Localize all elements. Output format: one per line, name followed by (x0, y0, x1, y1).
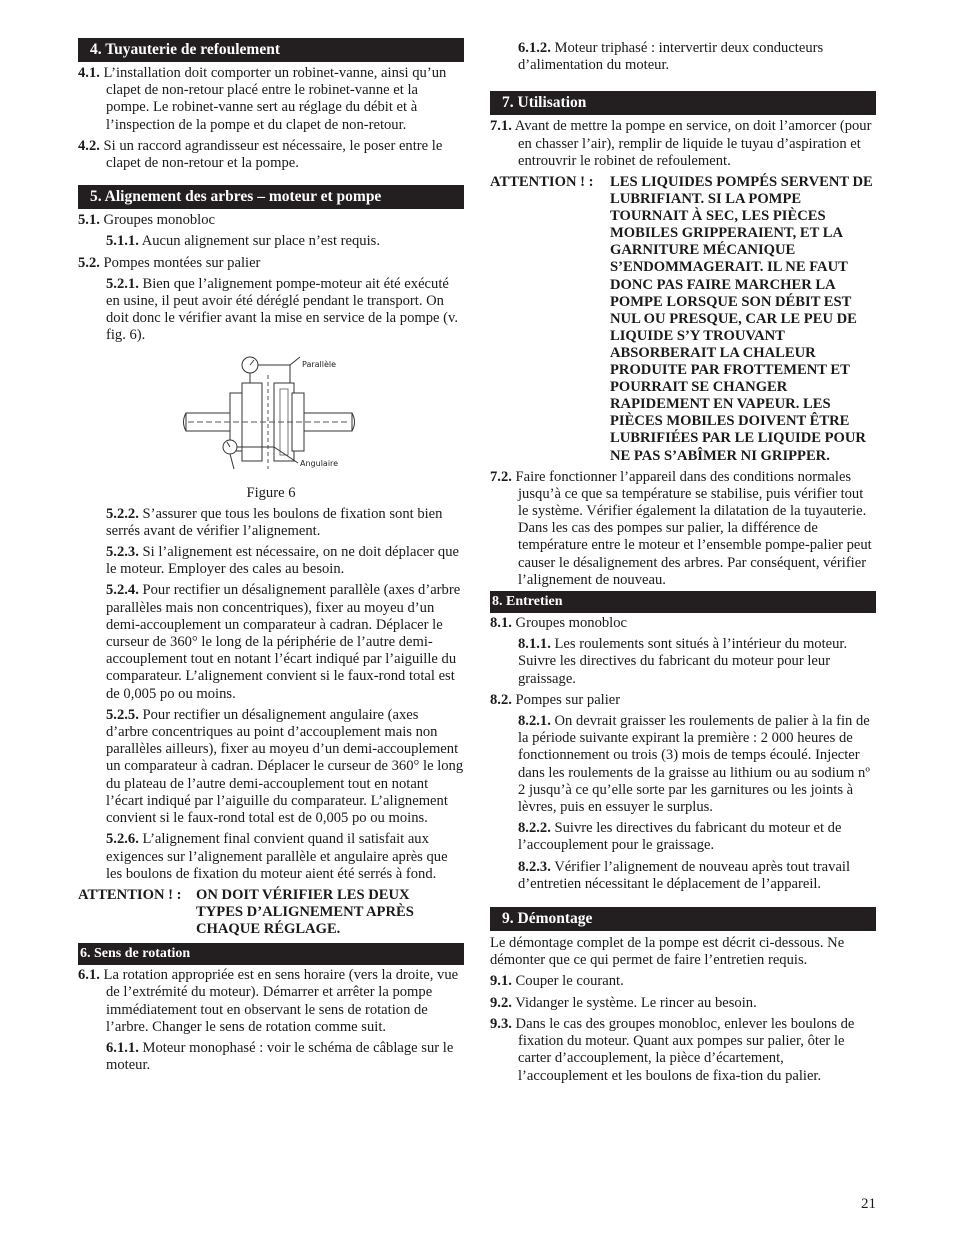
para-text: Bien que l’alignement pompe-moteur ait été exécuté en usine, il peut avoir été déréglé pendant le transport. On doit donc le vérifier avant la mise en service de la pompe (v. fig. 6). (106, 275, 459, 344)
para-4-1 (78, 65, 464, 134)
para-number: 8.1.1. (518, 636, 551, 653)
section-4-header: 4. Tuyauterie de refoulement (78, 38, 464, 62)
para-5-2-1 (78, 276, 464, 345)
para-6-1 (78, 967, 464, 1036)
para-number: 8.2. (490, 691, 512, 708)
para-number: 5.2. (78, 254, 100, 271)
para-text: Groupes monobloc (103, 212, 216, 229)
para-number: 5.2.2. (106, 505, 139, 522)
para-text: Vidanger le système. Le rincer au besoin. (515, 994, 757, 1011)
para-5-2-3 (78, 544, 464, 578)
para-number: 6.1. (78, 967, 100, 984)
para-number: 9.1. (490, 973, 512, 990)
para-number: 5.2.6. (106, 831, 139, 848)
para-text: Avant de mettre la pompe en service, on doit l’amorcer (pour en chasser l’air), remplir de liquide le tuyau d’aspiration et entrouvrir le robinet de refoulement. (514, 118, 872, 169)
para-number: 5.1.1. (106, 233, 139, 250)
fig-label-angular: Angulaire (300, 458, 339, 468)
para-number: 8.1. (490, 615, 512, 632)
page-number: 21 (861, 1196, 876, 1212)
para-text: Vérifier l’alignement de nouveau après tout travail d’entretien nécessitant le déplacement de l’appareil. (518, 858, 851, 892)
para-text: L’alignement final convient quand il satisfait aux exigences sur l’alignement parallèle et angulaire après que les boulons de fixation du moteur aient été serrés à fond. (106, 831, 448, 882)
para-5-2-5 (78, 707, 464, 827)
para-8-2 (490, 692, 876, 709)
para-number: 6.1.2. (518, 40, 551, 56)
para-6-1-1 (78, 1040, 464, 1074)
attention-label: ATTENTION ! : (490, 174, 594, 191)
para-number: 8.2.3. (518, 858, 551, 875)
para-text: Pour rectifier un désalignement angulaire (axes d’arbre concentriques au point d’accouplement mais non parallèles ailleurs), fixer au moyeu d’un demi-accouplement un comparateur à cadran. Déplacer le curseur de 360° le long du plateau de l’autre demi-accouplement tout en notant l’écart indiqué par l’aiguille du comparateur. L’alignement convient si le faux-rond total est de 0,005 po ou moins. (106, 706, 464, 827)
para-text: Aucun alignement sur place n’est requis. (141, 233, 380, 250)
attention-text: ON DOIT VÉRIFIER LES DEUX TYPES D’ALIGNEMENT APRÈS CHAQUE RÉGLAGE. (196, 886, 414, 938)
para-number: 8.2.1. (518, 713, 551, 730)
para-text: Pour rectifier un désalignement parallèle (axes d’arbre parallèles mais non concentriques), fixer au moyeu d’un demi-accouplement un comparateur à cadran. Déplacer le curseur de 360° le long de la périphérie de l’autre demi-accouplement tout en notant l’écart indiqué par l’aiguille du comparateur. L’alignement convient si le faux-rond total est de 0,005 po ou moins. (106, 582, 461, 702)
fig-label-parallel: Parallèle (302, 359, 337, 369)
para-9-2 (490, 995, 876, 1012)
para-text: La rotation appropriée est en sens horaire (vers la droite, vue de l’extrémité du moteur). Démarrer et arrêter la pompe immédiatement tout en observant le sens de rotation de l’arbre. Changer le sens de rotation comme suit. (103, 967, 459, 1035)
section-9-header: 9. Démontage (490, 907, 876, 931)
section-5-header: 5. Alignement des arbres – moteur et pompe (78, 185, 464, 209)
para-text: Les roulements sont situés à l’intérieur du moteur. Suivre les directives du fabricant du moteur pour leur graissage. (518, 636, 848, 687)
para-9-intro: Le démontage complet de la pompe est décrit ci-dessous. Ne démonter que ce qui permet de faire l’entretien requis. (490, 935, 845, 969)
para-number: 8.2.2. (518, 820, 551, 837)
para-4-2 (78, 138, 464, 172)
para-7-2 (490, 469, 876, 589)
para-number: 7.1. (490, 118, 512, 135)
para-9-1 (490, 973, 876, 990)
para-5-2-4 (78, 582, 464, 702)
para-text: On devrait graisser les roulements de palier à la fin de la période suivante expirant la première : 2 000 heures de fonctionnement ou trois (3) mois de temps écoulé. Injecter dans les roulements de la graisse au lithium ou au sodium nº 2 jusqu’à ce qu’elle sorte par les garnitures ou les joints à lèvres, puis en essuyer le surplus. (518, 713, 870, 816)
para-text: Groupes monobloc (515, 615, 628, 632)
para-number: 6.1.1. (106, 1040, 139, 1056)
para-8-2-2 (490, 820, 876, 854)
left-column (78, 38, 464, 1074)
para-7-1 (490, 118, 876, 170)
figure-caption: Figure 6 (246, 484, 296, 501)
attention-alignment (78, 887, 464, 938)
attention-lubrication (490, 174, 876, 465)
section-8-header: 8. Entretien (490, 591, 876, 613)
para-text: Couper le courant. (515, 973, 624, 990)
para-number: 7.2. (490, 468, 512, 485)
para-text: Pompes montées sur palier (103, 254, 261, 271)
para-9-3 (490, 1016, 876, 1085)
para-number: 5.2.1. (106, 275, 139, 292)
para-text: Suivre les directives du fabricant du moteur et de l’accouplement pour le graissage. (518, 820, 842, 854)
para-number: 9.3. (490, 1015, 512, 1032)
section-6-header: 6. Sens de rotation (78, 943, 464, 965)
para-5-2 (78, 255, 464, 272)
attention-label: ATTENTION ! : (78, 886, 182, 903)
para-number: 5.2.4. (106, 582, 139, 599)
para-5-1-1 (78, 233, 464, 250)
para-text: Moteur triphasé : intervertir deux conducteurs d’alimentation du moteur. (518, 40, 824, 74)
coupling-alignment-diagram (78, 345, 464, 485)
para-8-2-3 (490, 859, 876, 893)
para-text: Moteur monophasé : voir le schéma de câblage sur le moteur. (106, 1040, 454, 1074)
right-column (490, 38, 876, 1085)
para-number: 9.2. (490, 994, 512, 1011)
para-8-2-1 (490, 713, 876, 816)
para-text: Si un raccord agrandisseur est nécessaire, le poser entre le clapet de non-retour et la pompe. (103, 137, 443, 172)
para-text: Dans le cas des groupes monobloc, enlever les boulons de fixation du moteur. Quant aux pompes sur palier, ôter le carter d’accouplement, la pièce d’écartement, l’accouplement et les boulons de fixa-tion du palier. (515, 1015, 855, 1084)
para-5-2-2 (78, 506, 464, 540)
para-5-1 (78, 212, 464, 229)
para-number: 5.2.5. (106, 706, 139, 723)
para-8-1-1 (490, 636, 876, 688)
para-number: 5.1. (78, 212, 100, 229)
para-number: 4.2. (78, 137, 100, 154)
para-6-1-2 (490, 40, 876, 74)
para-text: Pompes sur palier (515, 691, 621, 708)
figure-6 (78, 345, 464, 485)
para-5-2-6 (78, 831, 464, 883)
attention-text: LES LIQUIDES POMPÉS SERVENT DE LUBRIFIANT. SI LA POMPE TOURNAIT À SEC, LES PIÈCES MOBILES GRIPPERAIENT, ET LA GARNITURE MÉCANIQUE S’ENDOMMAGERAIT. IL NE FAUT DONC PAS FAIRE MARCHER LA POMPE LORSQUE SON DÉBIT EST NUL OU PRESQUE, CAR LE PEU DE LIQUIDE S’Y TROUVANT ABSORBERAIT LA CHALEUR PRODUITE PAR FROTTEMENT ET POURRAIT SE CHANGER RAPIDEMENT EN VAPEUR. LES PIÈCES MOBILES DOIVENT ÊTRE LUBRIFIÉES PAR LE LIQUIDE POUR NE PAS S’ABÎMER NI GRIPPER. (610, 174, 873, 464)
section-7-header: 7. Utilisation (490, 91, 876, 115)
para-8-1 (490, 615, 876, 632)
para-text: Si l’alignement est nécessaire, on ne doit déplacer que le moteur. Employer des cales au besoin. (106, 544, 459, 578)
para-number: 4.1. (78, 65, 100, 81)
para-number: 5.2.3. (106, 544, 139, 561)
para-text: S’assurer que tous les boulons de fixation sont bien serrés avant de vérifier l’alignement. (106, 505, 443, 539)
para-text: L’installation doit comporter un robinet-vanne, ainsi qu’un clapet de non-retour placé entre le robinet-vanne et la pompe. Le robinet-vanne sert au réglage du débit et à l’inspection de la pompe et du clapet de non-retour. (103, 65, 447, 133)
para-text: Faire fonctionner l’appareil dans des conditions normales jusqu’à ce que sa température se stabilise, puis vérifier tout le système. Vérifier également la dilatation de la tuyauterie. Dans les cas des pompes sur palier, la différence de température entre le moteur et l’ensemble pompe-palier peut causer le désalignement des arbres. Par conséquent, vérifier l’alignement de nouveau. (515, 468, 872, 588)
